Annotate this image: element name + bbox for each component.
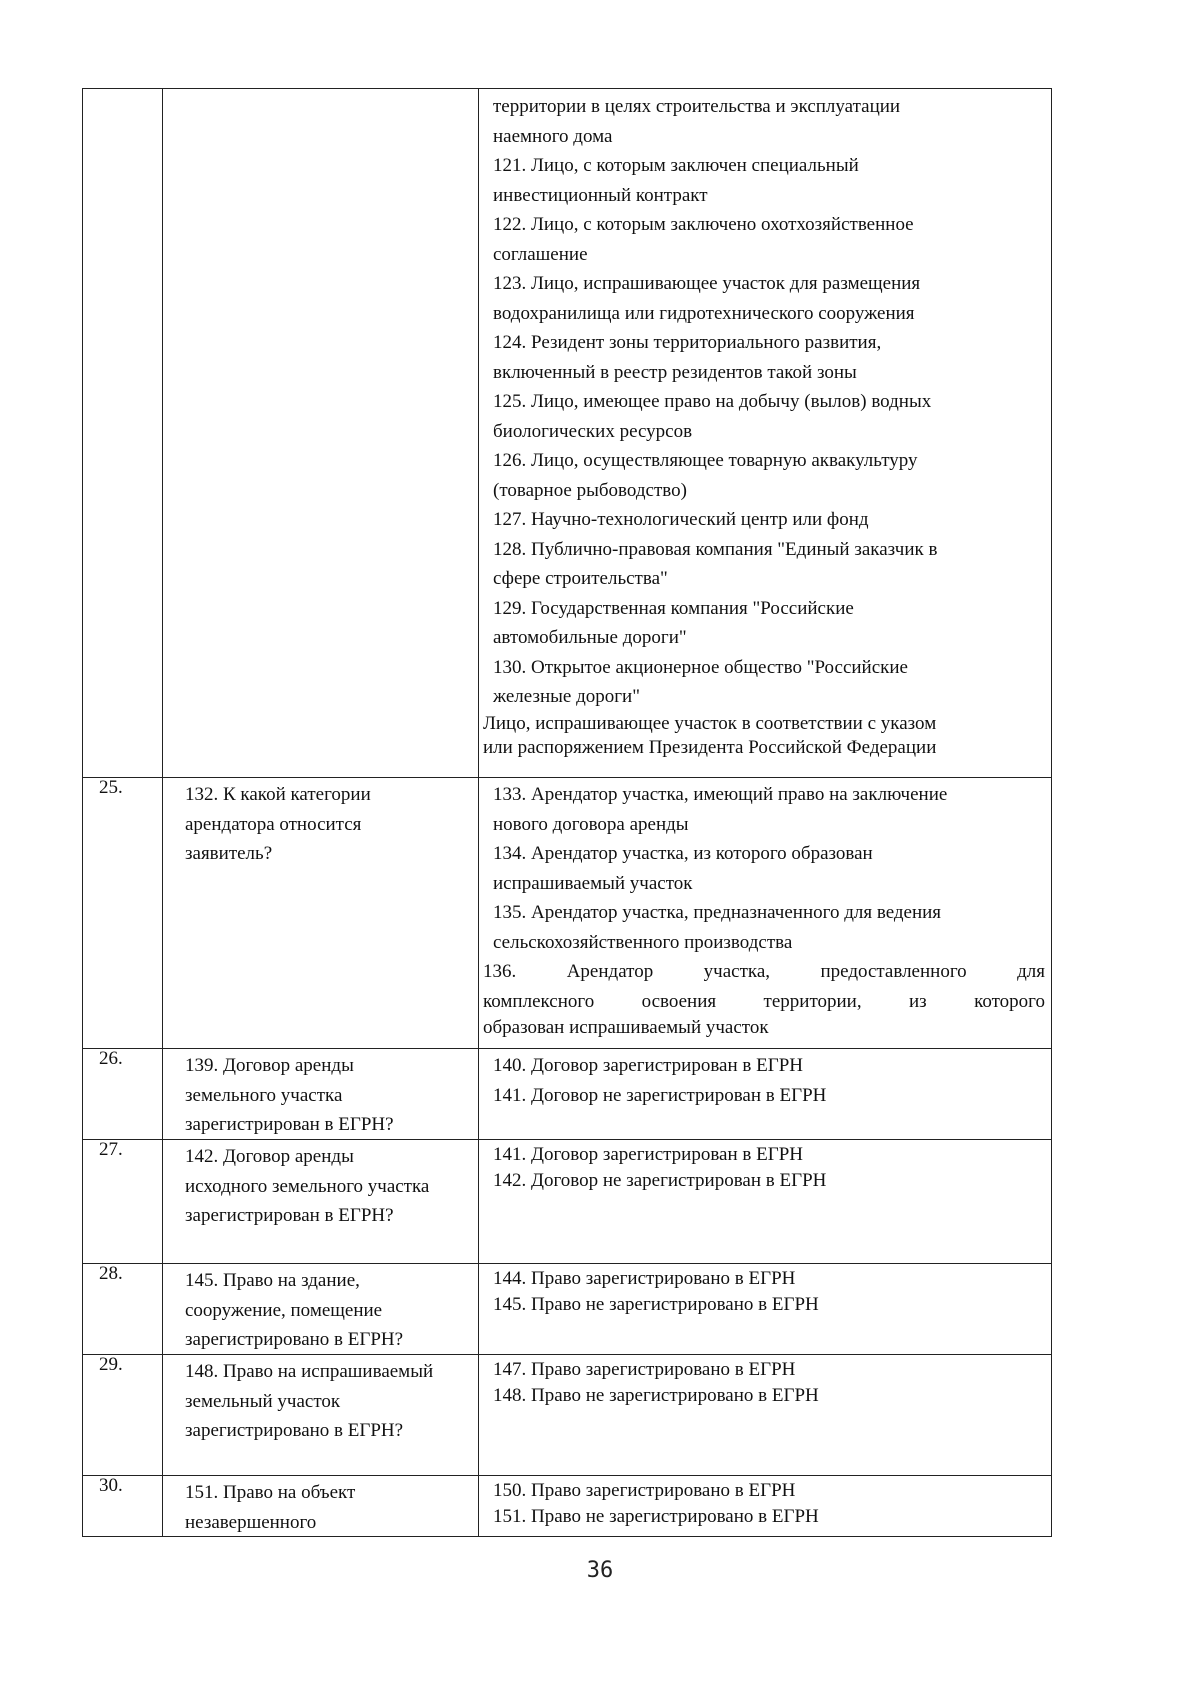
answer-line: (товарное рыбоводство) (493, 479, 687, 501)
table-row (82, 777, 1052, 1048)
row-number: 30. (82, 1476, 162, 1537)
answer-line: образован испрашиваемый участок (483, 1017, 769, 1038)
answer-line: испрашиваемый участок (493, 872, 693, 894)
answer-line: 148. Право не зарегистрировано в ЕГРН (493, 1385, 819, 1406)
questionnaire-table (82, 88, 1052, 1537)
answer-line: 134. Арендатор участка, из которого образован (493, 843, 873, 864)
answer-line: или распоряжением Президента Российской Федерации (483, 736, 937, 758)
row-number: 29. (82, 1355, 162, 1475)
answer-line: 140. Договор зарегистрирован в ЕГРН (493, 1055, 804, 1076)
row-number: 26. (82, 1049, 162, 1140)
table-row (82, 1263, 1052, 1354)
row-number: 25. (82, 778, 162, 1048)
answer-line: 147. Право зарегистрировано в ЕГРН (493, 1359, 796, 1380)
answer-line: 135. Арендатор участка, предназначенного для ведения (493, 902, 942, 923)
answer-cell (478, 1140, 1052, 1263)
table-row (82, 1139, 1052, 1263)
answer-line: нового договора аренды (493, 813, 689, 835)
answer-line: включенный в реестр резидентов такой зоны (493, 361, 857, 383)
answer-cell (478, 1264, 1052, 1355)
answer-line: железные дороги" (493, 686, 640, 707)
answer-line: 128. Публично-правовая компания "Единый заказчик в (493, 538, 938, 560)
question-cell: 148. Право на испрашиваемый земельный участок зарегистрировано в ЕГРН? (162, 1355, 478, 1475)
question-cell: 142. Договор аренды исходного земельного участка зарегистрирован в ЕГРН? (162, 1140, 478, 1263)
page-number: 36 (586, 1558, 614, 1583)
row-number: 28. (82, 1264, 162, 1355)
answer-line: 127. Научно-технологический центр или фонд (493, 509, 869, 530)
answer-line: автомобильные дороги" (493, 627, 687, 648)
answer-line: 136. Арендатор участка, предоставленного для (483, 961, 1045, 982)
answer-line: 130. Открытое акционерное общество "Российские (493, 656, 908, 678)
answer-line: 141. Договор не зарегистрирован в ЕГРН (493, 1084, 827, 1106)
answer-cell (478, 1049, 1052, 1140)
answer-line: 151. Право не зарегистрировано в ЕГРН (493, 1506, 819, 1527)
question-cell (162, 89, 478, 777)
question-cell: 132. К какой категории арендатора относится заявитель? (162, 778, 478, 1048)
answer-line: комплексного освоения территории, из которого (483, 990, 1045, 1012)
answer-line: сельскохозяйственного производства (493, 931, 793, 953)
answer-line: сфере строительства" (493, 568, 668, 589)
answer-line: биологических ресурсов (493, 420, 693, 442)
answer-line: 124. Резидент зоны территориального развития, (493, 332, 882, 353)
row-number (82, 89, 162, 777)
question-cell: 139. Договор аренды земельного участка зарегистрирован в ЕГРН? (162, 1049, 478, 1140)
answer-line: 150. Право зарегистрировано в ЕГРН (493, 1480, 796, 1501)
answer-line: 145. Право не зарегистрировано в ЕГРН (493, 1294, 819, 1315)
answer-line: инвестиционный контракт (493, 184, 708, 206)
answer-line: Лицо, испрашивающее участок в соответствии с указом (483, 712, 937, 734)
answer-cell (478, 778, 1052, 1048)
answer-line: 144. Право зарегистрировано в ЕГРН (493, 1268, 796, 1289)
answer-cell (478, 89, 1052, 777)
answer-line: водохранилища или гидротехнического сооружения (493, 302, 915, 324)
answer-line: соглашение (493, 243, 588, 265)
answer-line: наемного дома (493, 125, 613, 147)
answer-line: 121. Лицо, с которым заключен специальный (493, 155, 859, 176)
answer-line: 126. Лицо, осуществляющее товарную аквакультуру (493, 450, 918, 471)
answer-line: 122. Лицо, с которым заключено охотхозяйственное (493, 214, 914, 235)
question-cell: 151. Право на объект незавершенного (162, 1476, 478, 1537)
answer-line: 133. Арендатор участка, имеющий право на заключение (493, 784, 948, 805)
answer-cell (478, 1476, 1052, 1537)
answer-line: 129. Государственная компания "Российские (493, 597, 854, 619)
answer-line: 123. Лицо, испрашивающее участок для размещения (493, 273, 921, 294)
table-row (82, 1048, 1052, 1139)
answer-line: территории в целях строительства и эксплуатации (493, 96, 901, 117)
table-row (82, 1475, 1052, 1537)
table-row (82, 1354, 1052, 1475)
table-row (82, 88, 1052, 777)
question-cell: 145. Право на здание, сооружение, помещение зарегистрировано в ЕГРН? (162, 1264, 478, 1355)
answer-line: 141. Договор зарегистрирован в ЕГРН (493, 1144, 804, 1165)
answer-line: 142. Договор не зарегистрирован в ЕГРН (493, 1170, 827, 1191)
row-number: 27. (82, 1140, 162, 1263)
answer-cell (478, 1355, 1052, 1475)
answer-line: 125. Лицо, имеющее право на добычу (вылов) водных (493, 391, 932, 412)
